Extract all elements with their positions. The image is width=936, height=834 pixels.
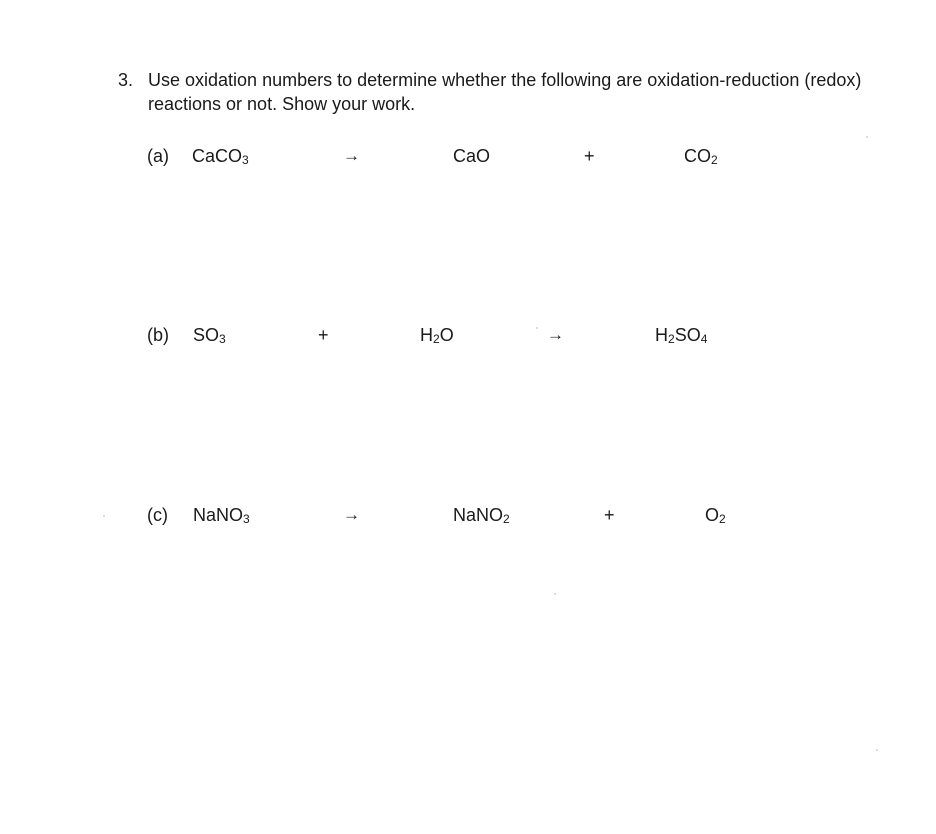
question-number: 3. <box>118 70 134 90</box>
reaction-a-product-1: CaO <box>453 146 491 166</box>
scan-speck <box>876 749 878 751</box>
reaction-c-label: (c) <box>147 505 168 525</box>
reaction-b-reactant-2: $H_2O$ <box>420 325 454 346</box>
reaction-b-arrow: → <box>547 325 564 344</box>
scan-speck <box>866 136 868 138</box>
scan-speck <box>536 327 538 329</box>
reaction-c-arrow: → <box>343 505 360 524</box>
question-text: Use oxidation numbers to determine whether the following are oxidation-reduction (redox) reactions or not. Show your work. <box>148 70 862 114</box>
reaction-a-reactant: CaCO$_3$ <box>192 146 249 167</box>
reaction-c <box>0 505 936 533</box>
reaction-a <box>0 146 936 174</box>
scan-speck <box>103 515 105 517</box>
reaction-b-product: $H_2SO_4$ <box>655 325 708 346</box>
question-3 <box>118 68 878 116</box>
reaction-b-reactant-1: $SO_3$ <box>193 325 226 346</box>
reaction-c-reactant: NaNO$_3$ <box>193 505 250 526</box>
reaction-b-label: (b) <box>147 325 169 345</box>
reaction-a-arrow: → <box>343 146 360 165</box>
reaction-c-plus: + <box>604 505 615 525</box>
reaction-a-plus: + <box>584 146 595 166</box>
scan-speck <box>554 593 556 595</box>
reaction-c-product-2: $O_2$ <box>705 505 726 526</box>
reaction-c-product-1: NaNO$_2$ <box>453 505 510 526</box>
reaction-a-product-2: $CO_2$ <box>684 146 718 167</box>
reaction-b-plus: + <box>318 325 329 345</box>
reaction-a-label: (a) <box>147 146 169 166</box>
reaction-b <box>0 325 936 353</box>
